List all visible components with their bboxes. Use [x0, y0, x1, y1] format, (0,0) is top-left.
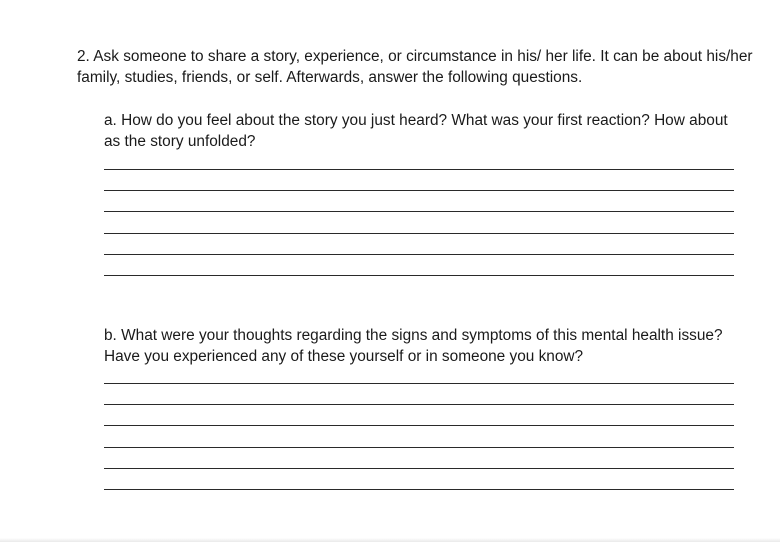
answer-line[interactable] — [104, 233, 734, 234]
answer-area-b[interactable] — [104, 383, 734, 490]
answer-line[interactable] — [104, 447, 734, 448]
question-2-prompt: 2. Ask someone to share a story, experience, or circumstance in his/ her life. It can be about his/her family, studies, friends, or self. Afterwards, answer the following questions. — [77, 48, 753, 86]
sub-question-b — [104, 325, 734, 510]
answer-line[interactable] — [104, 190, 734, 191]
answer-area-a[interactable] — [104, 169, 734, 276]
answer-line[interactable] — [104, 169, 734, 170]
answer-line[interactable] — [104, 404, 734, 405]
answer-line[interactable] — [104, 254, 734, 255]
answer-line[interactable] — [104, 275, 734, 276]
answer-line[interactable] — [104, 489, 734, 490]
sub-question-b-text: b. What were your thoughts regarding the signs and symptoms of this mental health issue? Have you experienced any of these yourself or in someone you know? — [104, 327, 723, 365]
page-bottom-edge — [0, 538, 780, 542]
sub-question-a-text: a. How do you feel about the story you just heard? What was your first reaction? How about as the story unfolded? — [104, 112, 728, 150]
answer-line[interactable] — [104, 468, 734, 469]
answer-line[interactable] — [104, 211, 734, 212]
sub-question-a — [104, 110, 734, 296]
answer-line[interactable] — [104, 383, 734, 384]
answer-line[interactable] — [104, 425, 734, 426]
